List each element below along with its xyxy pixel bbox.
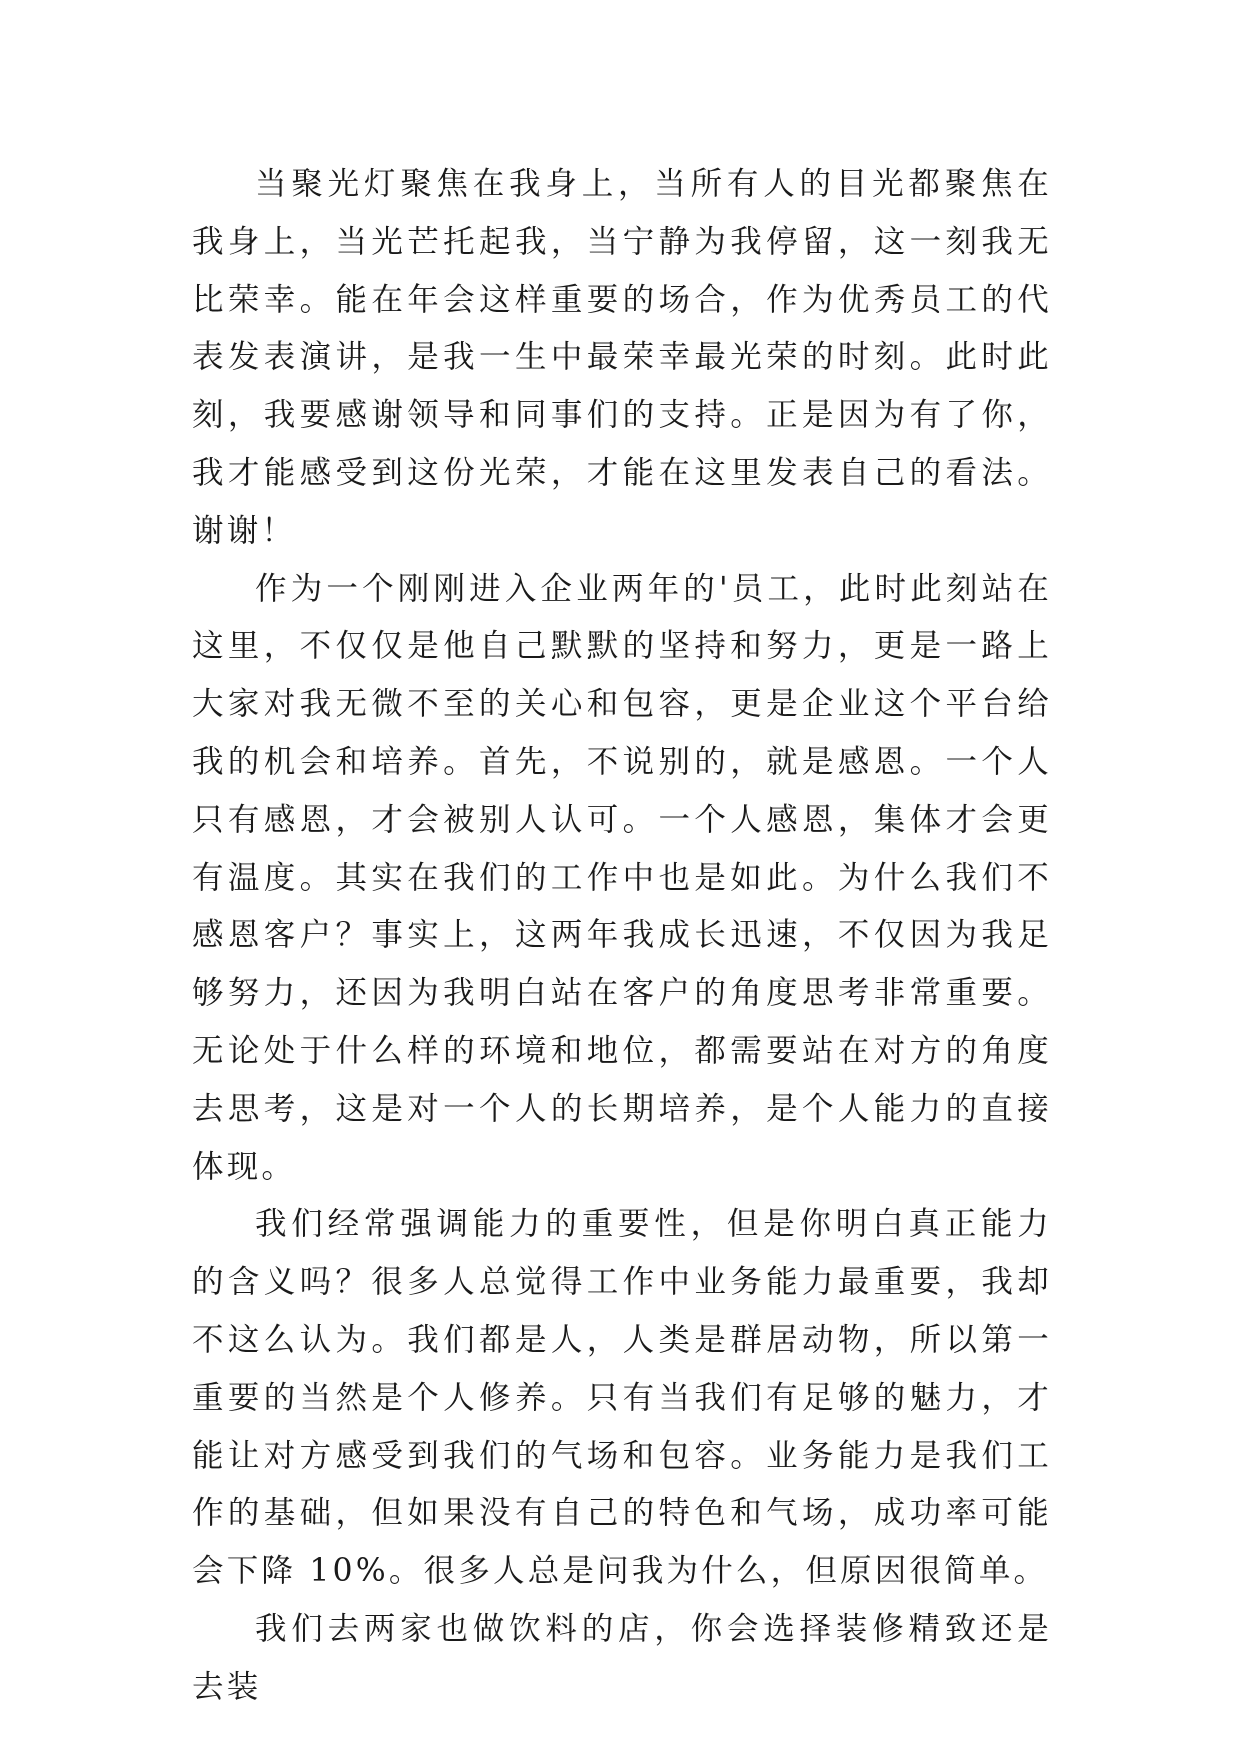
paragraph-1: 当聚光灯聚焦在我身上，当所有人的目光都聚焦在我身上，当光芒托起我，当宁静为我停留，这一刻我无比荣幸。能在年会这样重要的场合，作为优秀员工的代表发表演讲，是我一生中最荣幸最光荣的时刻。此时此刻，我要感谢领导和同事们的支持。正是因为有了你，我才能感受到这份光荣，才能在这里发表自己的看法。谢谢！: [192, 166, 1052, 549]
paragraph-2: 作为一个刚刚进入企业两年的'员工，此时此刻站在这里，不仅仅是他自己默默的坚持和努力，更是一路上大家对我无微不至的关心和包容，更是企业这个平台给我的机会和培养。首先，不说别的，就是感恩。一个人只有感恩，才会被别人认可。一个人感恩，集体才会更有温度。其实在我们的工作中也是如此。为什么我们不感恩客户？事实上，这两年我成长迅速，不仅因为我足够努力，还因为我明白站在客户的角度思考非常重要。无论处于什么样的环境和地位，都需要站在对方的角度去思考，这是对一个人的长期培养，是个人能力的直接体现。: [192, 570, 1052, 1185]
document-body: [192, 156, 1052, 1717]
paragraph-4: 我们去两家也做饮料的店，你会选择装修精致还是去装: [192, 1610, 1052, 1705]
paragraph-3: 我们经常强调能力的重要性，但是你明白真正能力的含义吗？很多人总觉得工作中业务能力最重要，我却不这么认为。我们都是人，人类是群居动物，所以第一重要的当然是个人修养。只有当我们有足够的魅力，才能让对方感受到我们的气场和包容。业务能力是我们工作的基础，但如果没有自己的特色和气场，成功率可能会下降 10%。很多人总是问我为什么，但原因很简单。: [192, 1206, 1052, 1590]
